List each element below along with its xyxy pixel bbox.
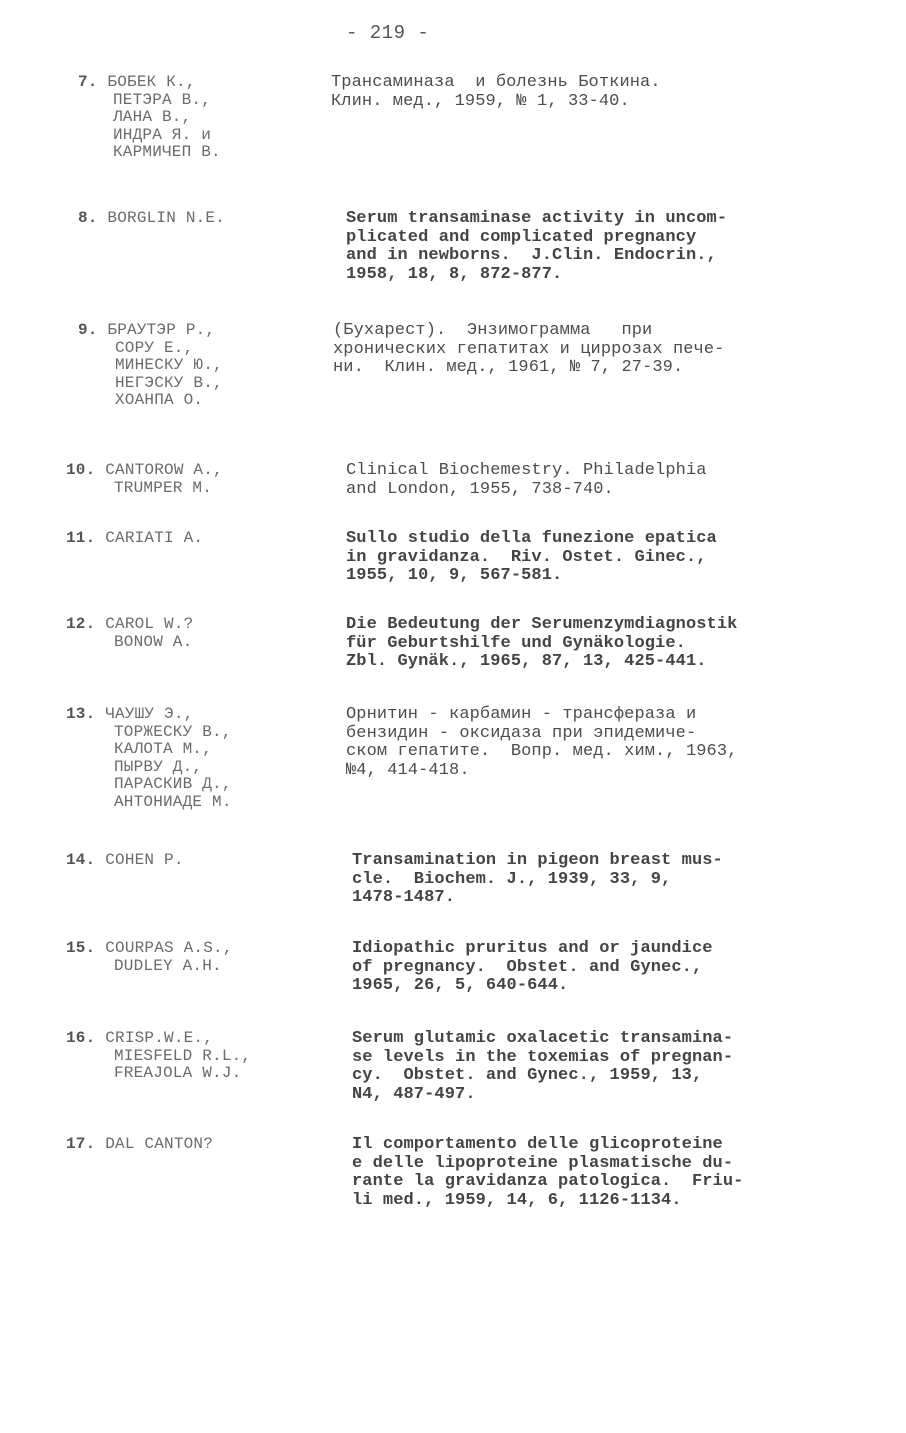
citation-line: cy. Obstet. and Gynec., 1959, 13,: [352, 1066, 703, 1085]
reference-number: 15.: [66, 939, 96, 957]
reference-authors: [66, 706, 316, 811]
citation-line: Орнитин - карбамин - трансфераза и: [346, 705, 697, 724]
citation-line: rante la gravidanza patologica. Friu-: [352, 1172, 744, 1191]
author-name: COHEN P.: [105, 851, 184, 869]
reference-citation: [346, 462, 886, 499]
citation-line: бензидин - оксидаза при эпидемиче-: [346, 723, 697, 743]
reference-number: 13.: [66, 705, 96, 723]
author-name: БРАУТЭР Р.,: [107, 321, 216, 339]
author-line: BONOW A.: [114, 632, 193, 651]
citation-line: хронических гепатитах и циррозах пече-: [333, 339, 725, 359]
author-line: КАРМИЧЕП В.: [113, 143, 221, 161]
author-name: CRISP.W.E.,: [105, 1029, 214, 1047]
author-line: [78, 210, 328, 228]
citation-line: in gravidanza. Riv. Ostet. Ginec.,: [346, 547, 707, 567]
citation-line: Serum transaminase activity in uncom-: [346, 209, 728, 228]
citation-line: Клин. мед., 1959, № 1, 33-40.: [331, 91, 630, 111]
reference-number: 16.: [66, 1029, 96, 1047]
citation-line: of pregnancy. Obstet. and Gynec.,: [352, 957, 703, 977]
author-name: БОБЕК К.,: [107, 73, 196, 91]
reference-number: 14.: [66, 851, 96, 869]
citation-line: 1478-1487.: [352, 888, 456, 907]
author-line: [66, 530, 316, 548]
reference-citation: [346, 616, 886, 672]
citation-line: li med., 1959, 14, 6, 1126-1134.: [352, 1190, 682, 1210]
reference-authors: [78, 74, 328, 162]
author-name: CANTOROW A.,: [105, 461, 223, 479]
author-line: MIESFELD R.L.,: [114, 1046, 252, 1065]
citation-line: Трансаминаза и болезнь Боткина.: [331, 73, 661, 92]
reference-authors: [78, 322, 328, 410]
author-line: [66, 706, 316, 724]
author-name: DAL CANTON?: [105, 1135, 214, 1153]
reference-number: 8.: [78, 209, 98, 227]
reference-authors: [66, 940, 316, 975]
citation-line: Zbl. Gynäk., 1965, 87, 13, 425-441.: [346, 652, 707, 671]
reference-citation: [346, 530, 886, 586]
reference-authors: [66, 616, 316, 651]
author-line: НЕГЭСКУ В.,: [115, 373, 223, 392]
citation-line: se levels in the toxemias of pregnan-: [352, 1047, 734, 1067]
reference-number: 9.: [78, 321, 98, 339]
citation-line: (Бухарест). Энзимограмма при: [333, 321, 653, 340]
reference-number: 17.: [66, 1135, 96, 1153]
reference-citation: [352, 1030, 892, 1104]
citation-line: cle. Biochem. J., 1939, 33, 9,: [352, 869, 672, 889]
reference-citation: [333, 322, 873, 378]
reference-authors: [66, 530, 316, 548]
author-line: ТОРЖЕСКУ В.,: [114, 722, 232, 741]
reference-authors: [66, 462, 316, 497]
author-line: МИНЕСКУ Ю.,: [115, 356, 223, 374]
author-line: ПЕТЭРА В.,: [113, 90, 212, 109]
author-line: КАЛОТА М.,: [114, 740, 213, 758]
citation-line: Idiopathic pruritus and or jaundice: [352, 939, 713, 958]
author-line: ХОАНПА О.: [115, 391, 204, 409]
author-line: [66, 852, 316, 870]
author-line: ПЫРВУ Д.,: [114, 757, 203, 776]
author-line: ПАРАСКИВ Д.,: [114, 775, 232, 793]
citation-line: 1958, 18, 8, 872-877.: [346, 264, 563, 284]
reference-citation: [346, 706, 886, 780]
reference-number: 10.: [66, 461, 96, 479]
reference-number: 12.: [66, 615, 96, 633]
citation-line: 1955, 10, 9, 567-581.: [346, 566, 563, 585]
author-line: [66, 616, 316, 634]
citation-line: and London, 1955, 738-740.: [346, 479, 614, 499]
author-line: [66, 1030, 316, 1048]
reference-number: 7.: [78, 73, 98, 91]
author-line: [66, 462, 316, 480]
author-line: [78, 74, 328, 92]
author-name: CAROL W.?: [105, 615, 194, 633]
citation-line: 1965, 26, 5, 640-644.: [352, 976, 569, 995]
citation-line: Die Bedeutung der Serumenzymdiagnostik: [346, 615, 738, 634]
author-name: CARIATI A.: [105, 529, 204, 547]
author-line: СОРУ Е.,: [115, 338, 194, 357]
author-line: [66, 1136, 316, 1154]
author-line: [78, 322, 328, 340]
citation-line: and in newborns. J.Clin. Endocrin.,: [346, 246, 717, 265]
citation-line: Serum glutamic oxalacetic transamina-: [352, 1029, 734, 1048]
author-name: ЧАУШУ Э.,: [105, 705, 194, 723]
reference-citation: [331, 74, 871, 111]
author-name: COURPAS A.S.,: [105, 939, 233, 957]
citation-line: ском гепатите. Вопр. мед. хим., 1963,: [346, 742, 738, 761]
citation-line: Sullo studio della funezione epatica: [346, 529, 717, 548]
reference-number: 11.: [66, 529, 96, 547]
citation-line: Il comportamento delle glicoproteine: [352, 1135, 723, 1154]
author-line: [66, 940, 316, 958]
author-line: TRUMPER M.: [114, 478, 213, 497]
citation-line: №4, 414-418.: [346, 760, 470, 780]
reference-authors: [66, 1030, 316, 1083]
citation-line: N4, 487-497.: [352, 1084, 476, 1104]
citation-line: e delle lipoproteine plasmatische du-: [352, 1153, 734, 1173]
author-line: ИНДРА Я. и: [113, 125, 212, 144]
citation-line: ни. Клин. мед., 1961, № 7, 27-39.: [333, 358, 684, 377]
citation-line: Transamination in pigeon breast mus-: [352, 851, 723, 870]
reference-authors: [66, 852, 316, 870]
author-line: ЛАНА В.,: [113, 108, 192, 126]
author-line: АНТОНИАДЕ М.: [114, 792, 232, 811]
reference-authors: [66, 1136, 316, 1154]
author-name: BORGLIN N.E.: [107, 209, 226, 227]
reference-citation: [346, 210, 886, 284]
author-line: FREAJOLA W.J.: [114, 1064, 242, 1082]
reference-citation: [352, 852, 892, 908]
page-number: - 219 -: [346, 22, 430, 44]
reference-citation: [352, 940, 892, 996]
citation-line: Clinical Biochemestry. Philadelphia: [346, 461, 707, 480]
reference-citation: [352, 1136, 892, 1210]
reference-authors: [78, 210, 328, 228]
citation-line: plicated and complicated pregnancy: [346, 227, 697, 247]
citation-line: für Geburtshilfe und Gynäkologie.: [346, 633, 686, 653]
author-line: DUDLEY A.H.: [114, 956, 222, 975]
